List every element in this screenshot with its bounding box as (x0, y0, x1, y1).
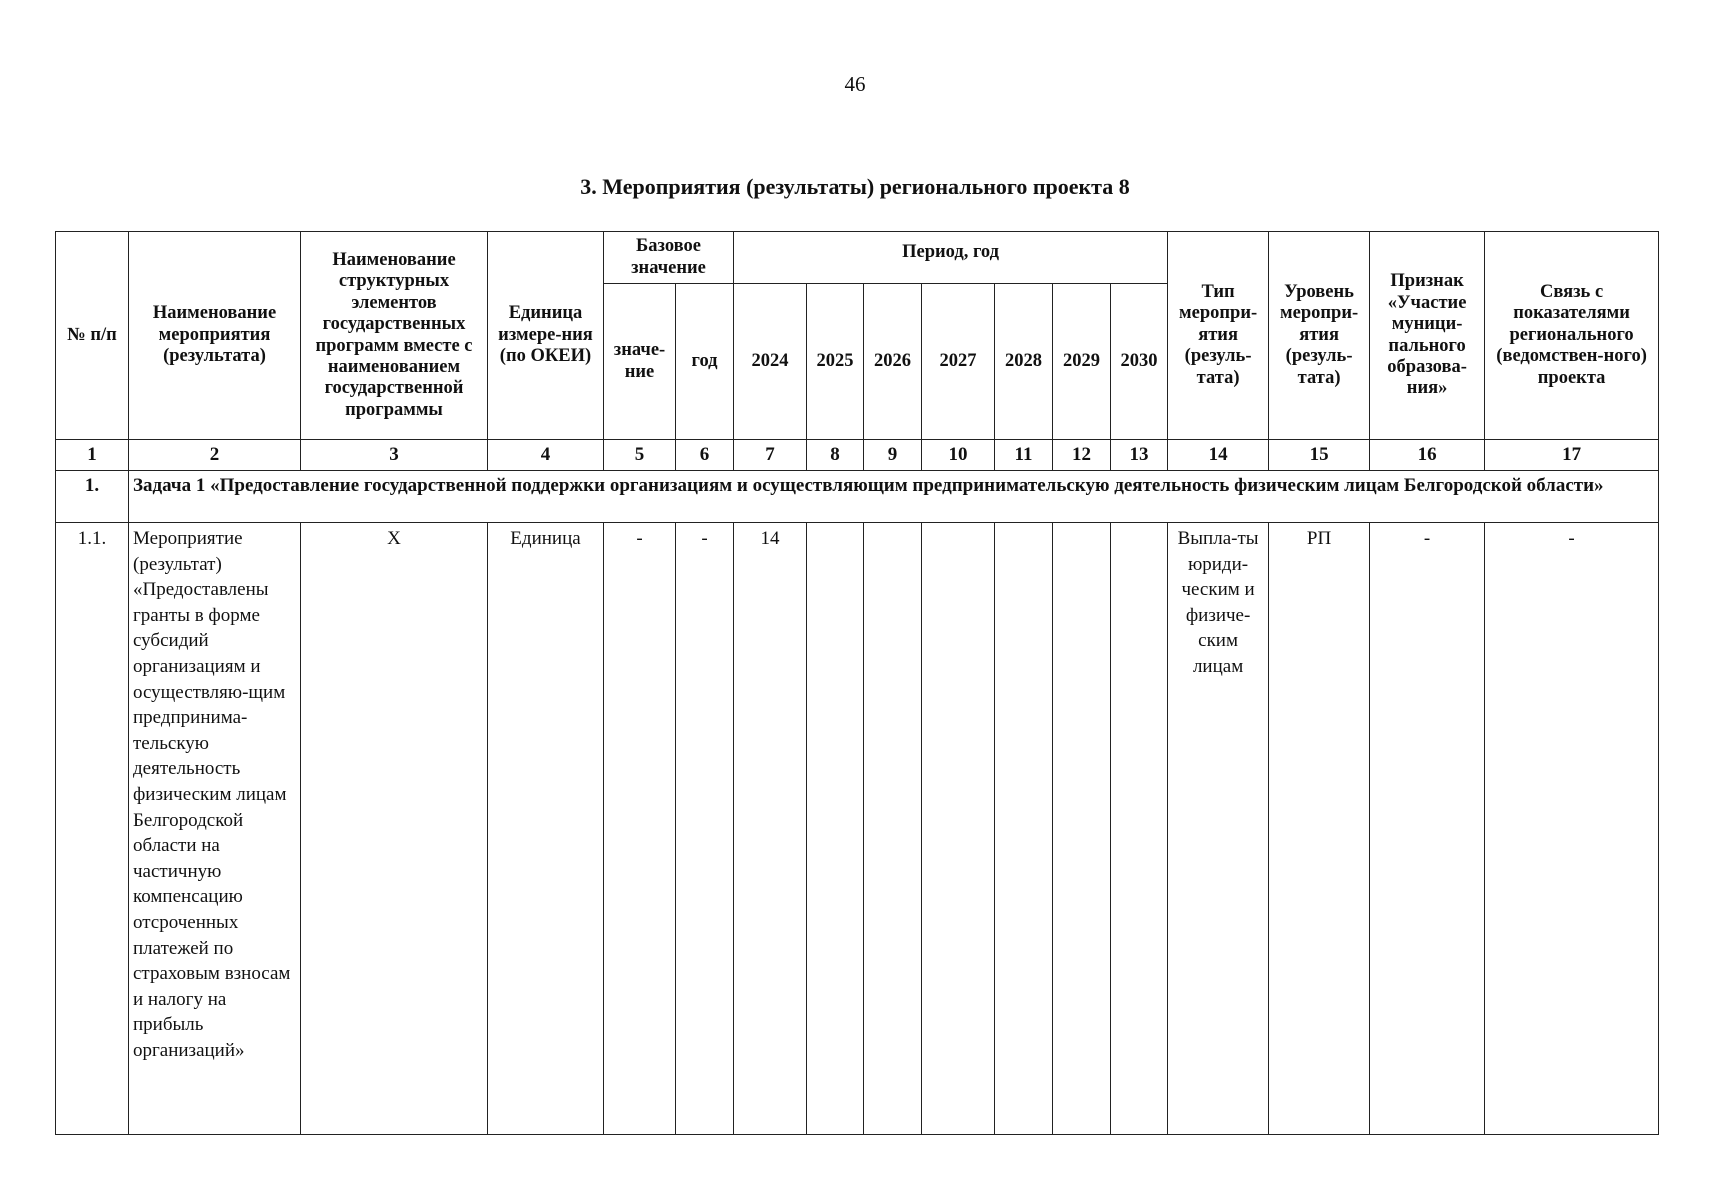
column-number: 5 (604, 440, 676, 471)
row-value-2025 (807, 523, 864, 1135)
column-number: 17 (1485, 440, 1659, 471)
header-base-value: Базовое значение (604, 232, 734, 284)
header-year-2028: 2028 (995, 284, 1053, 440)
header-activity-name: Наименование мероприятия (результата) (129, 232, 301, 440)
header-year-2026: 2026 (864, 284, 922, 440)
row-level: РП (1269, 523, 1370, 1135)
task-text: Задача 1 «Предоставление государственной поддержки организациям и осуществляющим предпринимательскую деятельность физическим лицам Белгородской области» (129, 471, 1659, 523)
table-row (56, 523, 1659, 1135)
row-structural-elements: X (301, 523, 488, 1135)
row-base-year: - (676, 523, 734, 1135)
row-number: 1.1. (56, 523, 129, 1135)
column-number: 16 (1370, 440, 1485, 471)
header-num: № п/п (56, 232, 129, 440)
header-base-value-year: год (676, 284, 734, 440)
column-number: 4 (488, 440, 604, 471)
header-period: Период, год (734, 232, 1168, 284)
header-municipal-participation: Признак «Участие муници-пального образова-ния» (1370, 232, 1485, 440)
column-number: 15 (1269, 440, 1370, 471)
column-number: 13 (1111, 440, 1168, 471)
column-number-row (56, 440, 1659, 471)
row-project-link: - (1485, 523, 1659, 1135)
row-value-2027 (922, 523, 995, 1135)
header-structural-elements: Наименование структурных элементов государственных программ вместе с наименованием государственной программы (301, 232, 488, 440)
column-number: 12 (1053, 440, 1111, 471)
activities-table (55, 231, 1659, 1135)
header-year-2024: 2024 (734, 284, 807, 440)
row-activity-name: Мероприятие (результат) «Предоставлены гранты в форме субсидий организациям и осуществляю-щим предпринима-тельскую деятельность физическим лицам Белгородской области на частичную компенсацию отсроченных платежей по страховым взносам и налогу на прибыль организаций» (129, 523, 301, 1135)
row-value-2029 (1053, 523, 1111, 1135)
header-project-link: Связь с показателями регионального (ведомствен-ного) проекта (1485, 232, 1659, 440)
header-level: Уровень меропри-ятия (резуль-тата) (1269, 232, 1370, 440)
header-year-2025: 2025 (807, 284, 864, 440)
header-year-2030: 2030 (1111, 284, 1168, 440)
header-year-2027: 2027 (922, 284, 995, 440)
column-number: 11 (995, 440, 1053, 471)
task-row (56, 471, 1659, 523)
section-title: 3. Мероприятия (результаты) регионального проекта 8 (580, 174, 1130, 199)
row-base-value: - (604, 523, 676, 1135)
row-type: Выпла-ты юриди-ческим и физиче-ским лицам (1168, 523, 1269, 1135)
row-value-2028 (995, 523, 1053, 1135)
row-value-2030 (1111, 523, 1168, 1135)
task-number: 1. (56, 471, 129, 523)
column-number: 9 (864, 440, 922, 471)
column-number: 8 (807, 440, 864, 471)
row-municipal-participation: - (1370, 523, 1485, 1135)
row-unit: Единица (488, 523, 604, 1135)
column-number: 1 (56, 440, 129, 471)
header-type: Тип меропри-ятия (резуль-тата) (1168, 232, 1269, 440)
row-value-2026 (864, 523, 922, 1135)
header-unit: Единица измере-ния (по ОКЕИ) (488, 232, 604, 440)
column-number: 7 (734, 440, 807, 471)
column-number: 2 (129, 440, 301, 471)
column-number: 3 (301, 440, 488, 471)
row-value-2024: 14 (734, 523, 807, 1135)
header-year-2029: 2029 (1053, 284, 1111, 440)
column-number: 14 (1168, 440, 1269, 471)
page-number: 46 (844, 72, 866, 96)
column-number: 6 (676, 440, 734, 471)
column-number: 10 (922, 440, 995, 471)
header-base-value-value: значе-ние (604, 284, 676, 440)
